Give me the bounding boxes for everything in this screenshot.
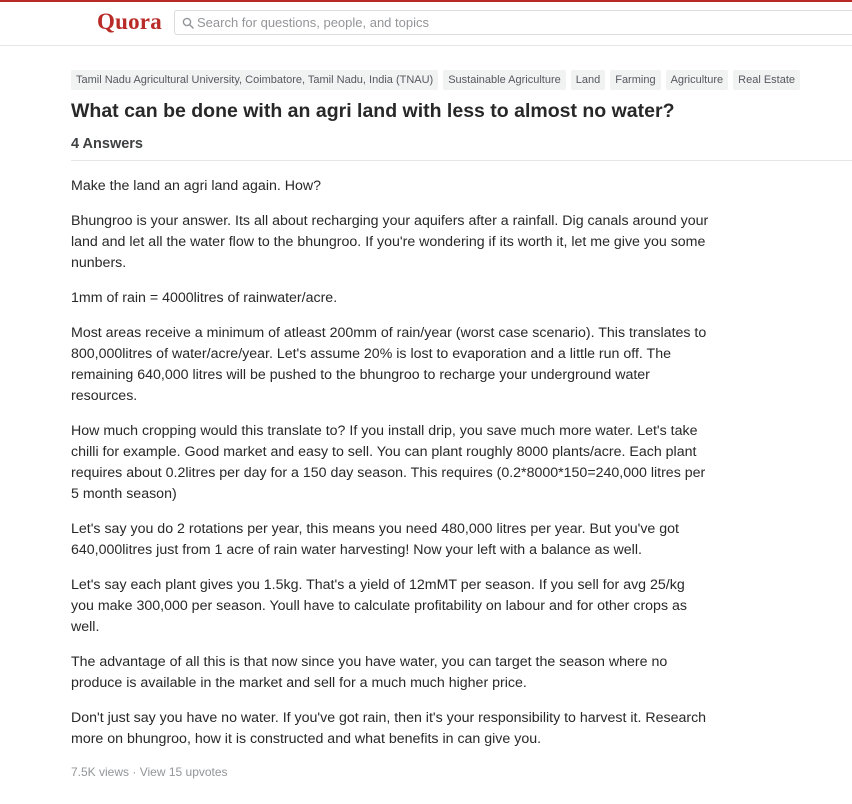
answer-body xyxy=(71,176,711,764)
answer-stats xyxy=(71,765,228,779)
answer-paragraph: How much cropping would this translate to? If you install drip, you save much more water. Let's take chilli for example. Good market and easy to sell. You can plant roughly 8000 plants/acre. Each plant requires about 0.2litres per day for a 150 day season. This requires (0.2*8000*150=240,000 litres per 5 month season) xyxy=(71,423,706,502)
view-upvotes-link[interactable]: View 15 upvotes xyxy=(139,765,228,779)
answer-paragraph: Let's say each plant gives you 1.5kg. That's a yield of 12mMT per season. If you sell for avg 25/kg you make 300,000 per season. Youll have to calculate profitability on labour and for other crops as well. xyxy=(71,577,687,635)
topic-tag-land[interactable]: Land xyxy=(571,70,605,90)
views-count: 7.5K views xyxy=(71,765,130,779)
divider xyxy=(71,160,852,161)
topic-tag-real-estate[interactable]: Real Estate xyxy=(733,70,800,90)
answer-paragraph: Most areas receive a minimum of atleast 200mm of rain/year (worst case scenario). This translates to 800,000litres of water/acre/year. Let's assume 20% is lost to evaporation and a little run off. The remaining 640,000 litres will be pushed to the bhungroo to recharge your underground water resources. xyxy=(71,325,707,404)
question-title[interactable]: What can be done with an agri land with less to almost no water? xyxy=(71,100,675,122)
answer-paragraph: Make the land an agri land again. How? xyxy=(71,178,322,194)
search-input[interactable] xyxy=(197,13,837,32)
top-header xyxy=(0,2,852,46)
answer-paragraph: Let's say you do 2 rotations per year, this means you need 480,000 litres per year. But you've got 640,000litres just from 1 acre of rain water harvesting! Now your left with a balance as well. xyxy=(71,521,679,558)
topic-tag-agriculture[interactable]: Agriculture xyxy=(666,70,729,90)
answer-paragraph: The advantage of all this is that now since you have water, you can target the season where no produce is available in the market and sell for a much much higher price. xyxy=(71,654,668,691)
search-icon xyxy=(182,17,194,29)
answer-paragraph: Don't just say you have no water. If you've got rain, then it's your responsibility to harvest it. Research more on bhungroo, how it is constructed and what benefits in can give you. xyxy=(71,710,707,747)
quora-logo[interactable]: Quora xyxy=(97,9,162,34)
stats-separator: · xyxy=(132,765,137,779)
topic-list xyxy=(71,70,800,90)
topic-tag-tnau[interactable]: Tamil Nadu Agricultural University, Coimbatore, Tamil Nadu, India (TNAU) xyxy=(71,70,438,90)
answer-paragraph: 1mm of rain = 4000litres of rainwater/acre. xyxy=(71,290,338,306)
topic-tag-farming[interactable]: Farming xyxy=(610,70,660,90)
answer-paragraph: Bhungroo is your answer. Its all about recharging your aquifers after a rainfall. Dig canals around your land and let all the water flow to the bhungroo. If you're wondering if its worth it, let me give you some nunbers. xyxy=(71,213,709,271)
topic-tag-sustainable-agriculture[interactable]: Sustainable Agriculture xyxy=(443,70,566,90)
search-box[interactable] xyxy=(174,10,852,35)
answer-count: 4 Answers xyxy=(71,136,143,152)
